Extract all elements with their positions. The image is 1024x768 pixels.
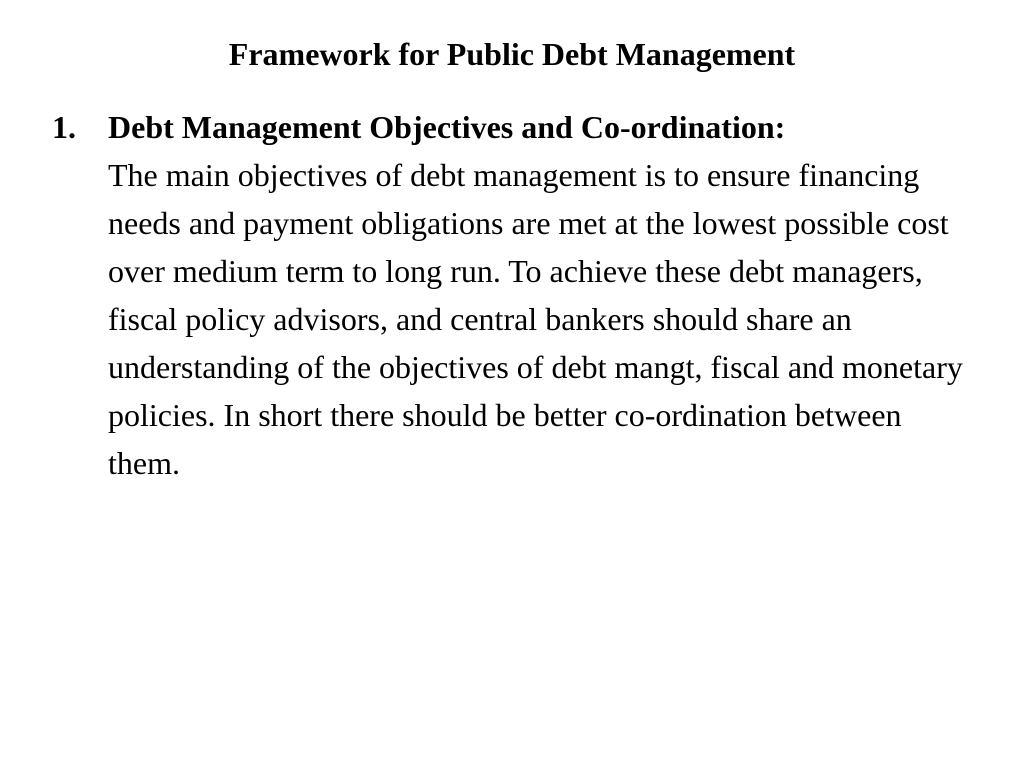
- list-item-number: 1.: [52, 109, 76, 145]
- list-item-body: [108, 103, 972, 487]
- slide-title: Framework for Public Debt Management: [228, 36, 796, 72]
- list-item-heading: Debt Management Objectives and Co-ordination:: [108, 109, 786, 145]
- list-item-text: The main objectives of debt management is to ensure financing needs and payment obligations are met at the lowest possible cost over medium term to long run. To achieve these debt managers, fiscal policy advisors, and central bankers should share an understanding of the objectives of debt mangt, fiscal and monetary policies. In short there should be better co-ordination between them.: [108, 157, 963, 481]
